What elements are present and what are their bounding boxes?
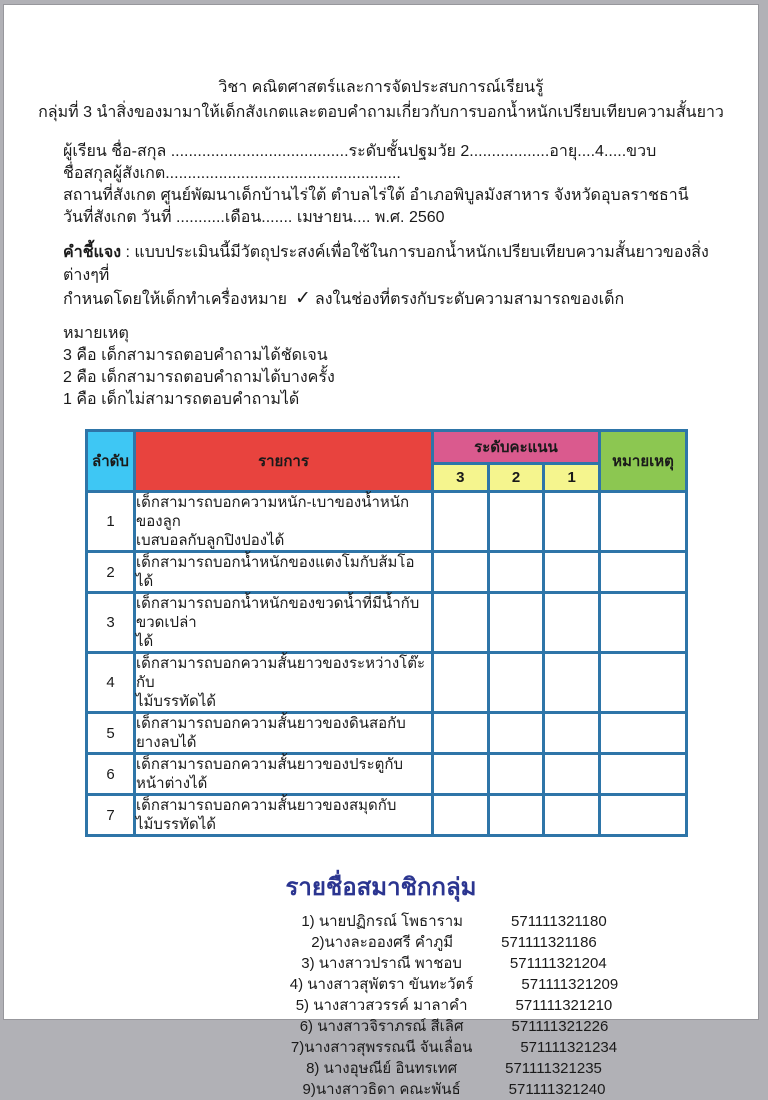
instructions-text-1: : แบบประเมินนี้มีวัตถุประสงค์เพื่อใช้ในการบอกน้ำหนักเปรียบเทียบความสั้นยาวของสิ่งต่างๆที่ (63, 244, 709, 284)
notes-block (63, 323, 718, 411)
table-header-row (87, 431, 687, 464)
member-row (174, 953, 734, 974)
score-cell-2 (488, 653, 544, 713)
member-id: 571111321209 (521, 976, 619, 993)
score-cell-1 (544, 653, 600, 713)
members-title: รายชื่อสมาชิกกลุ่ม (285, 874, 477, 901)
member-id: 571111321210 (515, 997, 613, 1014)
note-line-3: 3 คือ เด็กสามารถตอบคำถามได้ชัดเจน (63, 347, 328, 364)
item-text: เด็กสามารถบอกความสั้นยาวของประตูกับหน้าต่างได้ (136, 756, 403, 792)
member-name: 4) นางสาวสุพัตรา ขันทะวัตร์ (289, 976, 474, 993)
item-text: เด็กสามารถบอกน้ำหนักของขวดน้ำที่มีน้ำกับขวดเปล่า (136, 595, 420, 631)
member-row (174, 1016, 734, 1037)
member-name: 6) นางสาวจิราภรณ์ สีเลิศ (299, 1018, 464, 1035)
member-name: 1) นายปฏิกรณ์ โพธาราม (301, 913, 464, 930)
header-no: ลำดับ (87, 431, 135, 492)
note-cell (600, 552, 687, 593)
score-cell-3 (433, 754, 489, 795)
member-name: 8) นางอุษณีย์ อินทรเทศ (306, 1060, 458, 1077)
item-cell (135, 713, 433, 754)
member-row (174, 1037, 734, 1058)
notes-title: หมายเหตุ (63, 325, 129, 342)
score-cell-1 (544, 552, 600, 593)
member-name: 7)นางสาวสุพรรณนี จันเลื่อน (290, 1039, 473, 1056)
table-row (87, 653, 687, 713)
note-cell (600, 713, 687, 754)
header-level-2: 2 (488, 464, 544, 492)
item-cell (135, 795, 433, 836)
score-cell-2 (488, 754, 544, 795)
table-row (87, 492, 687, 552)
table-row (87, 754, 687, 795)
score-cell-2 (488, 795, 544, 836)
note-cell (600, 492, 687, 552)
member-name: 5) นางสาวสวรรค์ มาลาคำ (295, 997, 468, 1014)
header-item: รายการ (135, 431, 433, 492)
score-cell-1 (544, 795, 600, 836)
header-level-1: 1 (544, 464, 600, 492)
row-number-cell: 1 (87, 492, 135, 552)
member-id: 571111321186 (501, 934, 597, 951)
instructions-text-2: กำหนดโดยให้เด็กทำเครื่องหมาย (63, 291, 287, 308)
instructions-line-2 (63, 287, 718, 311)
score-cell-3 (433, 492, 489, 552)
score-cell-2 (488, 713, 544, 754)
note-line-1: 1 คือ เด็กไม่สามารถตอบคำถามได้ (63, 391, 300, 408)
item-cell (135, 593, 433, 653)
member-id: 571111321226 (511, 1018, 609, 1035)
table-row (87, 593, 687, 653)
score-cell-3 (433, 593, 489, 653)
score-cell-3 (433, 653, 489, 713)
observation-place-line: สถานที่สังเกต ศูนย์พัฒนาเด็กบ้านไร่ใต้ ตำบลไร่ใต้ อำเภอพิบูลมังสาหาร จังหวัดอุบลราชธานี (63, 187, 689, 204)
member-row (174, 932, 734, 953)
member-id: 571111321204 (509, 955, 607, 972)
score-cell-1 (544, 492, 600, 552)
note-line-2: 2 คือ เด็กสามารถตอบคำถามได้บางครั้ง (63, 369, 335, 386)
table-row (87, 795, 687, 836)
member-row (174, 995, 734, 1016)
score-cell-3 (433, 713, 489, 754)
observation-date-line: วันที่สังเกต วันที่ ...........เดือน....... เมษายน.... พ.ศ. 2560 (63, 209, 445, 226)
member-id: 571111321240 (508, 1081, 606, 1098)
assessment-table (85, 429, 688, 837)
member-row (174, 974, 734, 995)
member-name: 9)นางสาวธิดา คณะพันธ์ (302, 1081, 461, 1098)
header-score: ระดับคะแนน (433, 431, 600, 464)
row-number-cell: 4 (87, 653, 135, 713)
item-text: เบสบอลกับลูกปิงปองได้ (136, 532, 285, 549)
member-name: 2)นางละอองศรี คำภูมี (311, 934, 454, 951)
item-cell (135, 552, 433, 593)
document-title (4, 75, 758, 125)
member-row (174, 911, 734, 932)
member-row (174, 1079, 734, 1100)
row-number-cell: 6 (87, 754, 135, 795)
item-text: ไม้บรรทัดได้ (136, 693, 216, 710)
item-text: เด็กสามารถบอกน้ำหนักของแตงโมกับส้มโอได้ (136, 554, 415, 590)
note-cell (600, 754, 687, 795)
item-text: เด็กสามารถบอกความหนัก-เบาของน้ำหนักของลูก (136, 494, 410, 530)
score-cell-1 (544, 754, 600, 795)
student-info-block (63, 141, 718, 229)
table-row (87, 713, 687, 754)
score-cell-2 (488, 552, 544, 593)
score-cell-1 (544, 713, 600, 754)
item-text: เด็กสามารถบอกความสั้นยาวของระหว่างโต๊ะกับ (136, 655, 426, 691)
score-cell-1 (544, 593, 600, 653)
checkmark-icon: ✓ (294, 288, 311, 309)
student-name-line: ผู้เรียน ชื่อ-สกุล ........................................ระดับชั้นปฐมวัย 2..................อายุ....4.....ขวบ (63, 143, 657, 160)
member-id: 571111321234 (520, 1039, 618, 1056)
table-row (87, 552, 687, 593)
item-text: ได้ (136, 633, 154, 650)
item-text: เด็กสามารถบอกความสั้นยาวของดินสอกับยางลบได้ (136, 715, 406, 751)
instructions-label: คำชี้แจง (63, 244, 122, 261)
observer-name-line: ชื่อสกุลผู้สังเกต..................................................... (63, 165, 401, 182)
instructions-text-3: ลงในช่องที่ตรงกับระดับความสามารถของเด็ก (314, 291, 625, 308)
member-row (174, 1058, 734, 1079)
note-cell (600, 593, 687, 653)
header-level-3: 3 (433, 464, 489, 492)
doc-title-line-1: วิชา คณิตศาสตร์และการจัดประสบการณ์เรียนรู้ (218, 79, 544, 96)
member-id: 571111321235 (505, 1060, 602, 1077)
item-cell (135, 492, 433, 552)
note-cell (600, 653, 687, 713)
row-number-cell: 3 (87, 593, 135, 653)
score-cell-3 (433, 552, 489, 593)
row-number-cell: 5 (87, 713, 135, 754)
score-cell-2 (488, 593, 544, 653)
score-cell-3 (433, 795, 489, 836)
row-number-cell: 2 (87, 552, 135, 593)
doc-title-line-2: กลุ่มที่ 3 นำสิ่งของมามาให้เด็กสังเกตและตอบคำถามเกี่ยวกับการบอกน้ำหนักเปรียบเทียบความสั้นยาว (38, 104, 724, 121)
instructions-line-1 (63, 241, 718, 287)
header-note: หมายเหตุ (600, 431, 687, 492)
members-list (174, 911, 734, 1100)
document-page (4, 5, 758, 1098)
row-number-cell: 7 (87, 795, 135, 836)
item-cell (135, 754, 433, 795)
note-cell (600, 795, 687, 836)
item-text: เด็กสามารถบอกความสั้นยาวของสมุดกับไม้บรรทัดได้ (136, 797, 397, 833)
member-id: 571111321180 (511, 913, 607, 930)
member-name: 3) นางสาวปราณี พาชอบ (301, 955, 462, 972)
score-cell-2 (488, 492, 544, 552)
instructions-block (63, 241, 718, 311)
item-cell (135, 653, 433, 713)
